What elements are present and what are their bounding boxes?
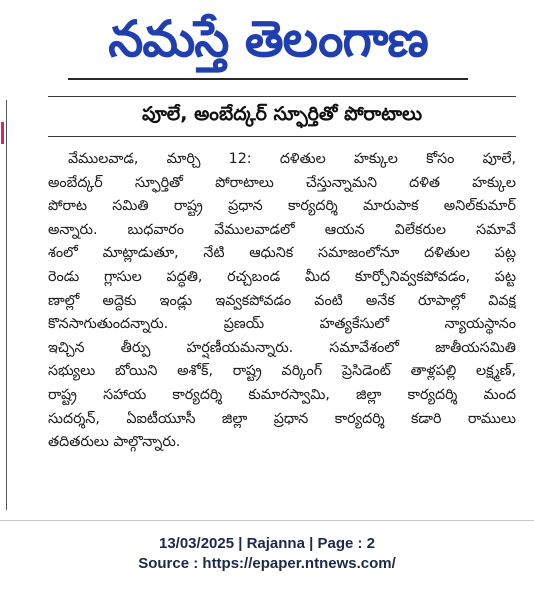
headline-divider [48, 136, 516, 137]
source-footer [0, 534, 534, 574]
masthead-logo: నమస్తే తెలంగాణ [108, 10, 428, 68]
article-line: రెండు గ్లాసుల పద్ధతి, రచ్చబండ మీద కూర్చోనివ్వకపోవడం, పట్ట [48, 268, 516, 285]
article-headline: పూలే, అంబేద్కర్ స్ఫూర్తితో పోరాటాలు [141, 102, 423, 125]
article-line: అంబేద్కర్ స్ఫూర్తితో పోరాటాలు చేస్తున్నామని దళిత హక్కుల [48, 174, 516, 191]
adjacent-column-mark [1, 122, 4, 144]
article-line: ఇచ్చిన తీర్పు హర్షణీయమన్నారు. సమావేశంలో జాతీయసమితి [48, 339, 516, 356]
footer-date-edition: 13/03/2025 | Rajanna | Page : 2 [158, 535, 375, 552]
article-line: వేములవాడ, మార్చి 12: దళితుల హక్కుల కోసం పూలే, [68, 151, 516, 167]
adjacent-column-border [0, 100, 7, 510]
footer-source: Source : https://epaper.ntnews.com/ [138, 555, 396, 572]
article-line: ణాల్లో అద్దెకు ఇండ్లు ఇవ్వకపోవడం వంటి అనేక రూపాల్లో వివక్ష [48, 292, 516, 309]
article-line: రాష్ట్ర సహాయ కార్యదర్శి కుమారస్వామి, జిల్లా కార్యదర్శి మంద [48, 386, 516, 403]
article-line: పోరాట సమితి రాష్ట్ర ప్రధాన కార్యదర్శి మారుపాక అనిల్‌కుమార్ [48, 198, 516, 215]
article-line: తదితరులు పాల్గొన్నారు. [48, 434, 181, 451]
article-line: శంలో మాట్లాడుతూ, నేటి ఆధునిక సమాజంలోనూ దళితుల పట్ల [48, 245, 516, 262]
masthead-rule [68, 78, 468, 80]
top-divider [48, 96, 516, 97]
article-line: అన్నారు. బుధవారం వేములవాడలో ఆయన విలేకరుల సమావే [48, 221, 516, 238]
article-line: సుదర్శన్, ఏఐటీయూసీ జిల్లా ప్రధాన కార్యదర్శి కడారి రాములు [48, 410, 516, 427]
article-body [48, 148, 516, 455]
article-line: కొనసాగుతుందన్నారు. ప్రణయ్ హత్యకేసులో న్యాయస్థానం [48, 316, 516, 333]
article-line: సభ్యులు బోయిని అశోక్, రాష్ట్ర వర్కింగ్ ప్రెసిడెంట్ తాళ్లపల్లి లక్ష్మణ్, [48, 363, 516, 380]
